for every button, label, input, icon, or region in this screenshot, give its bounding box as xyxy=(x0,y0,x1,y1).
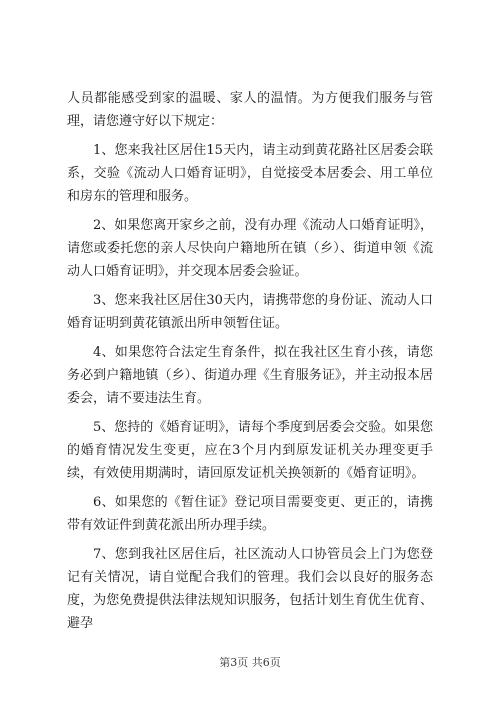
paragraph-rule-6: 6、如果您的《暂住证》登记项目需要变更、更正的，请携带有效证件到黄花派出所办理手续。 xyxy=(67,495,433,533)
paragraph-rule-5: 5、您持的《婚育证明》，请每个季度到居委会交验。如果您的婚育情况发生变更，应在3个月内到原发证机关办理变更手续，有效使用期满时，请回原发证机关换领新的《婚育证明》。 xyxy=(67,420,433,481)
paragraph-rule-2: 2、如果您离开家乡之前，没有办理《流动人口婚育证明》，请您或委托您的亲人尽快向户籍地所在镇（乡）、街道申领《流动人口婚育证明》，并交现本居委会验证。 xyxy=(67,218,433,279)
paragraph-rule-7: 7、您到我社区居住后，社区流动人口协管员会上门为您登记有关情况，请自觉配合我们的管理。我们会以良好的服务态度，为您免费提供法律法规知识服务，包括计划生育优生优育、避孕 xyxy=(67,547,433,631)
paragraph-intro: 人员都能感受到家的温暖、家人的温情。为方便我们服务与管理，请您遵守好以下规定： xyxy=(67,91,433,129)
paragraph-rule-3: 3、您来我社区居住30天内，请携带您的身份证、流动人口婚育证明到黄花镇派出所申领暂住证。 xyxy=(67,293,433,331)
document-body xyxy=(67,87,433,641)
paragraph-rule-4: 4、如果您符合法定生育条件，拟在我社区生育小孩，请您务必到户籍地镇（乡）、街道办理《生育服务证》，并主动报本居委会，请不要违法生育。 xyxy=(67,345,433,406)
page-number-footer: 第3页 共6页 xyxy=(219,656,281,669)
paragraph-rule-1: 1、您来我社区居住15天内，请主动到黄花路社区居委会联系，交验《流动人口婚育证明》，自觉接受本居委会、用工单位和房东的管理和服务。 xyxy=(67,143,433,204)
